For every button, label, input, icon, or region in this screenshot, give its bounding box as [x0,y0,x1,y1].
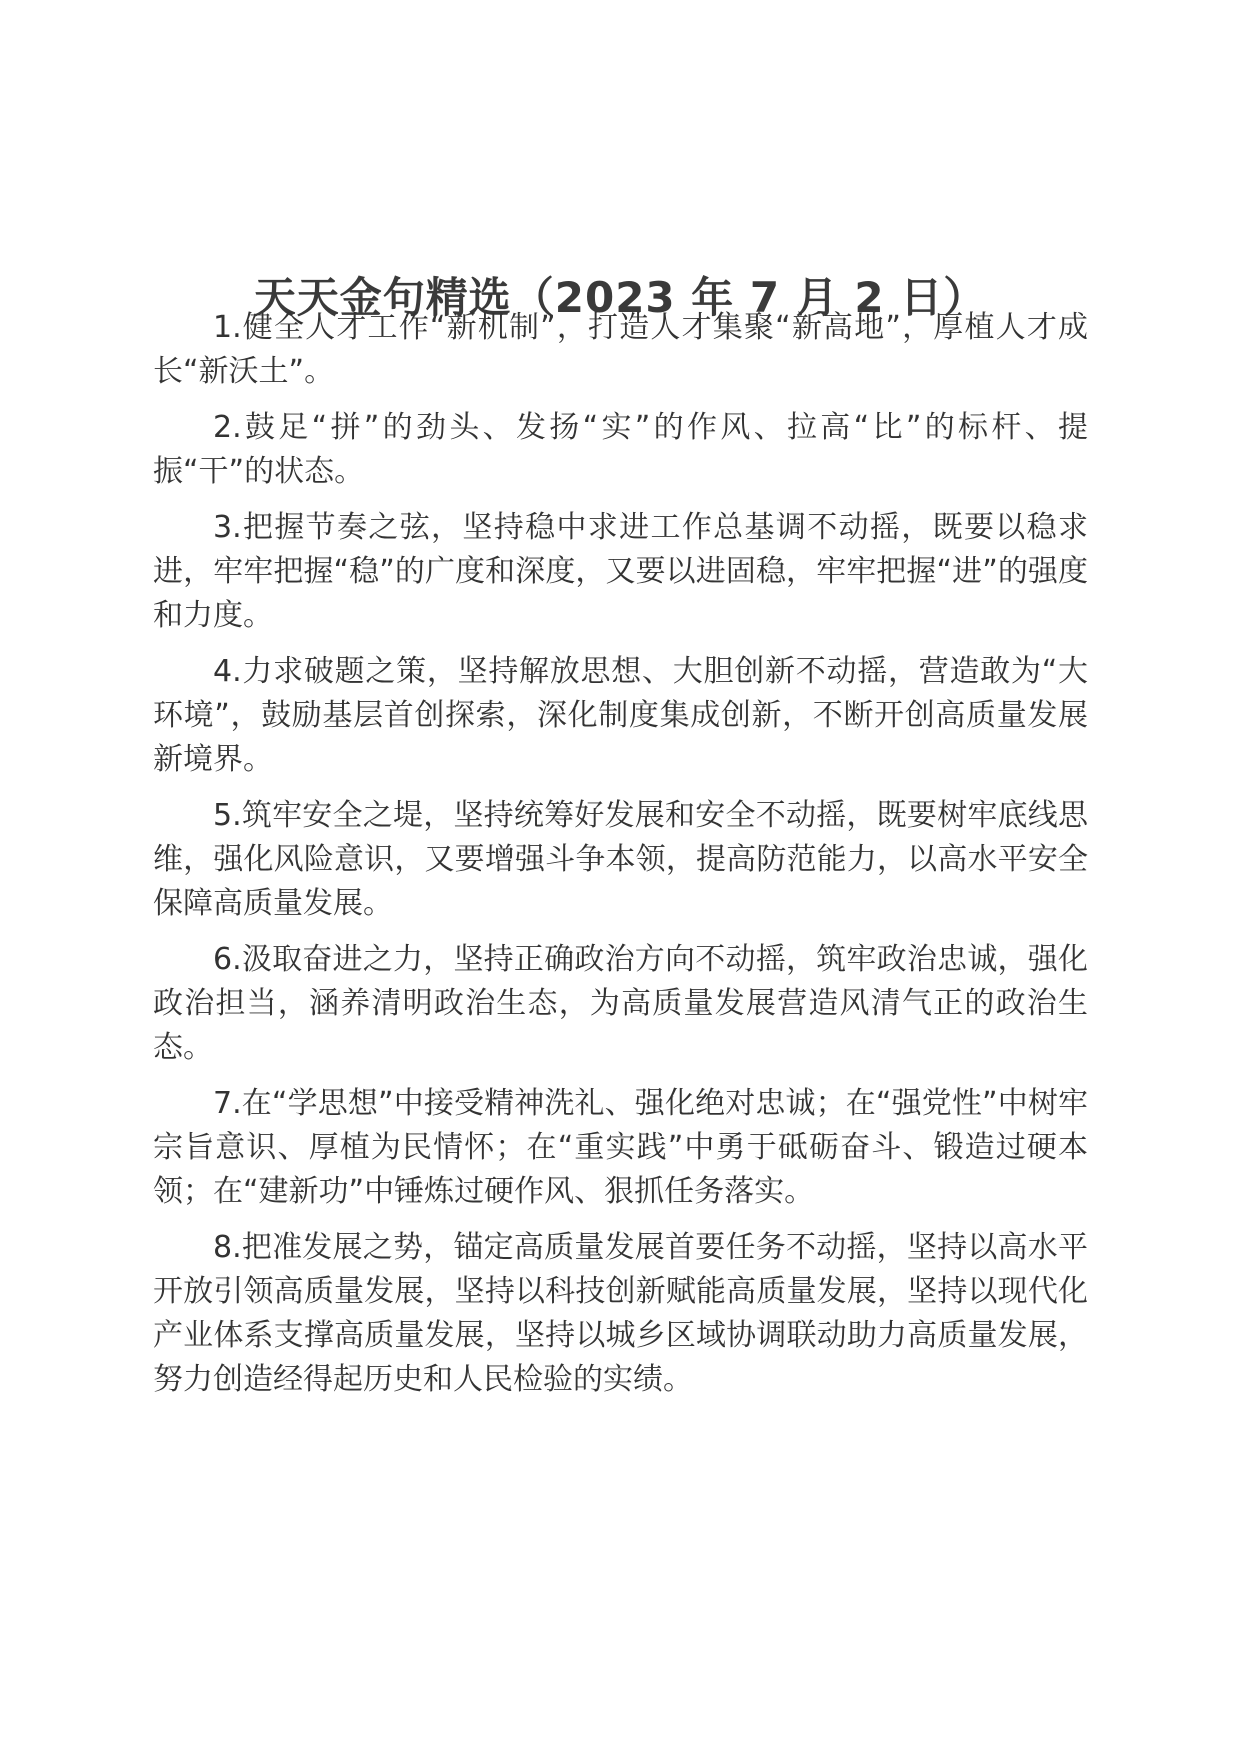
paragraph-4: 4.力求破题之策，坚持解放思想、大胆创新不动摇，营造敢为“大环境”，鼓励基层首创探索，深化制度集成创新，不断开创高质量发展新境界。 [153,654,1088,777]
paragraph-2: 2.鼓足“拼”的劲头、发扬“实”的作风、拉高“比”的标杆、提振“干”的状态。 [153,410,1088,489]
paragraph-1: 1.健全人才工作“新机制”，打造人才集聚“新高地”，厚植人才成长“新沃土”。 [153,310,1088,389]
paragraph-6: 6.汲取奋进之力，坚持正确政治方向不动摇，筑牢政治忠诚，强化政治担当，涵养清明政治生态，为高质量发展营造风清气正的政治生态。 [153,942,1088,1065]
paragraph-7: 7.在“学思想”中接受精神洗礼、强化绝对忠诚；在“强党性”中树牢宗旨意识、厚植为民情怀；在“重实践”中勇于砥砺奋斗、锻造过硬本领；在“建新功”中锤炼过硬作风、狠抓任务落实。 [153,1086,1088,1209]
paragraph-3: 3.把握节奏之弦，坚持稳中求进工作总基调不动摇，既要以稳求进，牢牢把握“稳”的广度和深度，又要以进固稳，牢牢把握“进”的强度和力度。 [153,510,1088,633]
document-body [153,306,1088,1414]
paragraph-5: 5.筑牢安全之堤，坚持统筹好发展和安全不动摇，既要树牢底线思维，强化风险意识，又要增强斗争本领，提高防范能力，以高水平安全保障高质量发展。 [153,798,1088,921]
paragraph-8: 8.把准发展之势，锚定高质量发展首要任务不动摇，坚持以高水平开放引领高质量发展，坚持以科技创新赋能高质量发展，坚持以现代化产业体系支撑高质量发展，坚持以城乡区域协调联动助力高质量发展，努力创造经得起历史和人民检验的实绩。 [153,1230,1088,1397]
page-title: 天天金句精选（2023 年 7 月 2 日） [253,273,987,323]
